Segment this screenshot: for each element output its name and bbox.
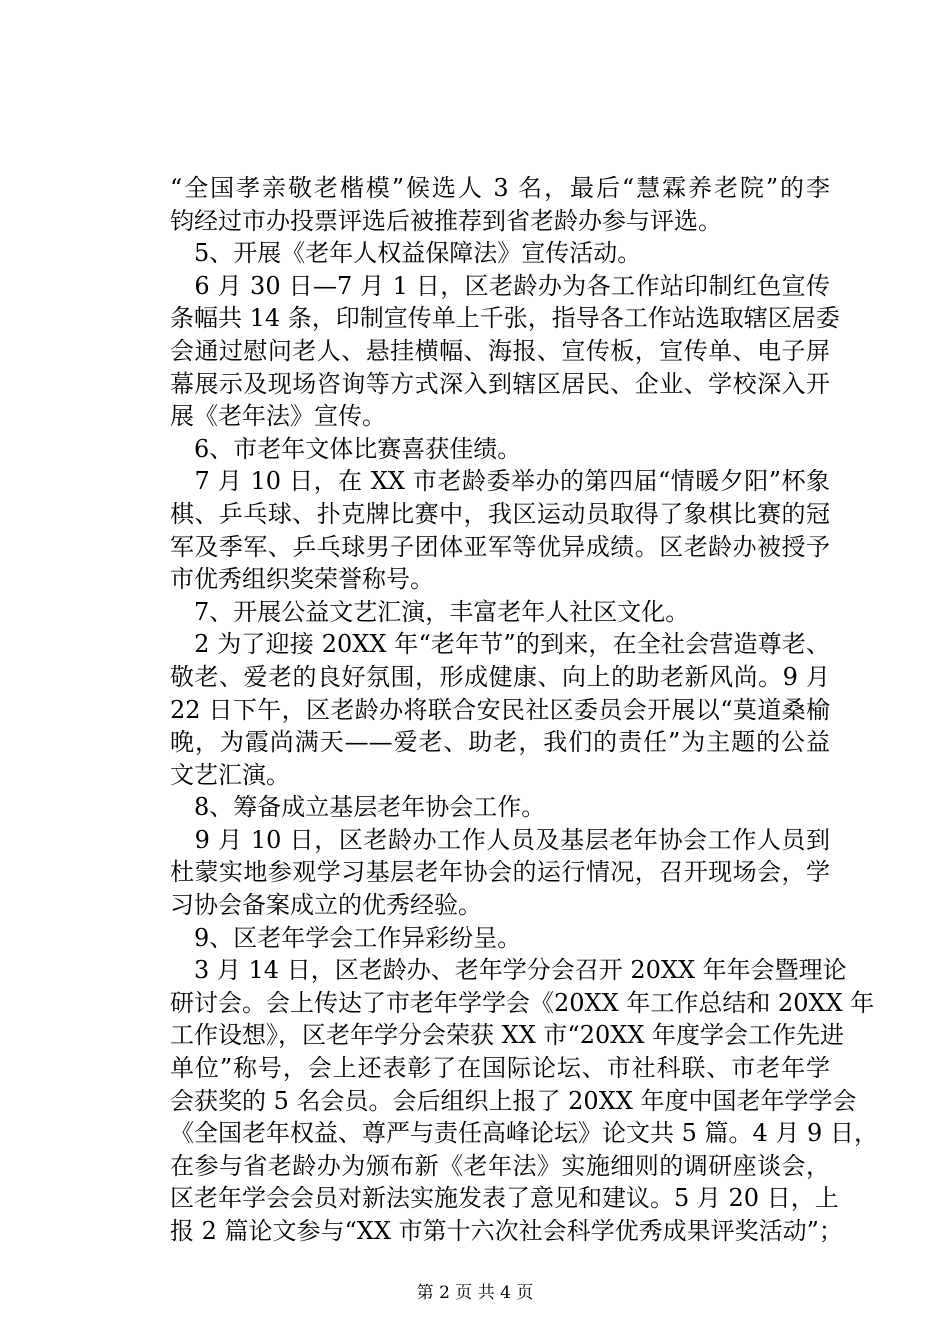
text-line: 在参与省老龄办为颁布新《老年法》实施细则的调研座谈会， (170, 1151, 830, 1180)
text-line: 《全国老年权益、尊严与责任高峰论坛》论文共 5 篇。4 月 9 日， (170, 1119, 878, 1148)
text-line: 幕展示及现场咨询等方式深入到辖区居民、企业、学校深入开 (170, 369, 830, 398)
text-line: 22 日下午，区老龄办将联合安民社区委员会开展以“莫道桑榆 (170, 695, 830, 724)
text-line: 8、筹备成立基层老年协会工作。 (170, 793, 546, 822)
text-line: 条幅共 14 条，印制宣传单上千张，指导各工作站选取辖区居委 (170, 304, 840, 333)
text-line: 敬老、爱老的良好氛围，形成健康、向上的助老新风尚。9 月 (170, 662, 830, 691)
text-line: 9 月 10 日，区老龄办工作人员及基层老年协会工作人员到 (170, 825, 830, 854)
text-line: 军及季军、乒乓球男子团体亚军等优异成绩。区老龄办被授予 (170, 532, 830, 561)
text-line: 5、开展《老年人权益保障法》宣传活动。 (170, 239, 642, 268)
text-line: 棋、乒乓球、扑克牌比赛中，我区运动员取得了象棋比赛的冠 (170, 499, 830, 528)
text-line: 展《老年法》宣传。 (170, 402, 386, 431)
text-line: 钧经过市办投票评选后被推荐到省老龄办参与评选。 (170, 206, 722, 235)
text-line: 会通过慰问老人、悬挂横幅、海报、宣传板，宣传单、电子屏 (170, 336, 830, 365)
text-line: 文艺汇演。 (170, 760, 290, 789)
body-text (170, 172, 878, 1248)
text-line: 7 月 10 日，在 XX 市老龄委举办的第四届“情暖夕阳”杯象 (170, 467, 830, 496)
text-line: 2 为了迎接 20XX 年“老年节”的到来，在全社会营造尊老、 (170, 630, 830, 659)
text-line: 会获奖的 5 名会员。会后组织上报了 20XX 年度中国老年学学会 (170, 1086, 857, 1115)
text-line: 报 2 篇论文参与“XX 市第十六次社会科学优秀成果评奖活动”； (170, 1217, 843, 1245)
text-line: 单位”称号，会上还表彰了在国际论坛、市社科联、市老年学 (170, 1054, 830, 1083)
text-line: 9、区老年学会工作异彩纷呈。 (170, 923, 522, 952)
text-line: 6 月 30 日—7 月 1 日，区老龄办为各工作站印制红色宣传 (170, 271, 830, 300)
text-line: 区老年学会会员对新法实施发表了意见和建议。5 月 20 日，上 (170, 1184, 839, 1213)
text-line: 研讨会。会上传达了市老年学学会《20XX 年工作总结和 20XX 年 (170, 988, 875, 1017)
text-line: 杜蒙实地参观学习基层老年协会的运行情况，召开现场会，学 (170, 858, 830, 887)
text-line: 市优秀组织奖荣誉称号。 (170, 565, 434, 594)
text-line: 工作设想》，区老年学分会荣获 XX 市“20XX 年度学会工作先进 (170, 1021, 845, 1050)
text-line: 晚，为霞尚满天——爱老、助老，我们的责任”为主题的公益 (170, 728, 830, 757)
text-line: “全国孝亲敬老楷模”候选人 3 名，最后“慧霖养老院”的李 (170, 174, 830, 202)
page-footer: 第 2 页 共 4 页 (416, 1283, 534, 1303)
text-line: 3 月 14 日，区老龄办、老年学分会召开 20XX 年年会暨理论 (170, 956, 847, 985)
text-line: 7、开展公益文艺汇演，丰富老年人社区文化。 (170, 597, 690, 626)
text-line: 习协会备案成立的优秀经验。 (170, 891, 482, 920)
text-line: 6、市老年文体比赛喜获佳绩。 (170, 434, 522, 463)
